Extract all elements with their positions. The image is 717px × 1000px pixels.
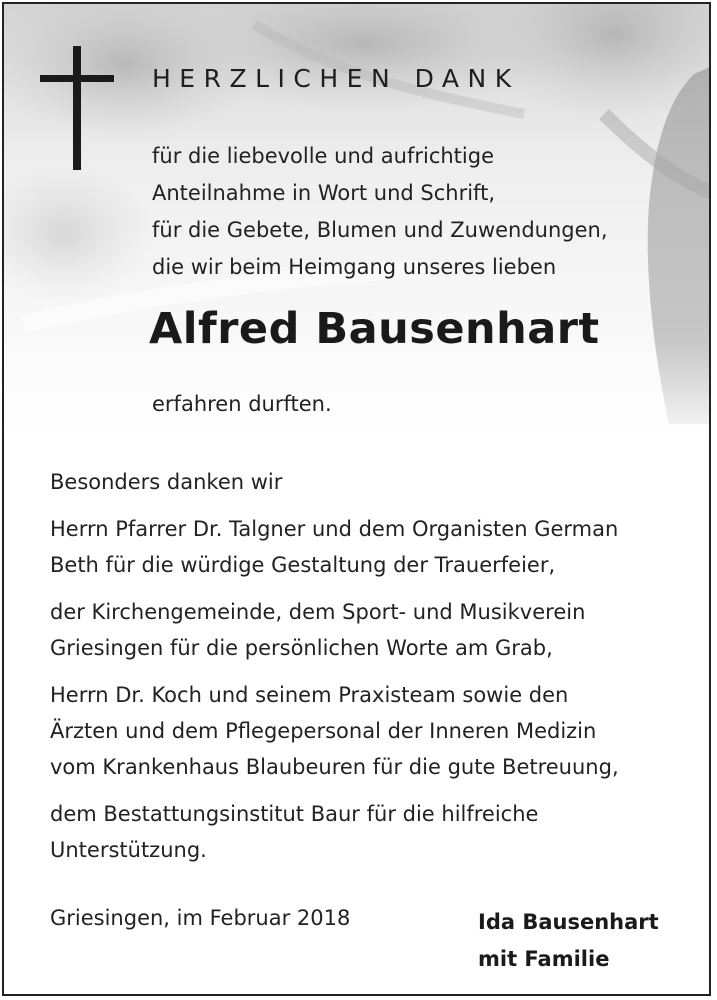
thanks-paragraph-medical <box>50 677 619 785</box>
text-line: Beth für die würdige Gestaltung der Trauerfeier, <box>50 553 556 577</box>
text-line: Ärzten und dem Pflegepersonal der Inneren Medizin <box>50 719 597 743</box>
thanks-paragraph-community <box>50 594 619 666</box>
signature <box>478 904 659 978</box>
text-line: dem Bestattungsinstitut Baur für die hilfreiche <box>50 802 539 826</box>
deceased-name: Alfred Bausenhart <box>149 304 600 354</box>
text-line: der Kirchengemeinde, dem Sport- und Musikverein <box>50 600 586 624</box>
obituary-notice <box>2 2 711 996</box>
latin-cross-icon <box>40 46 114 170</box>
text-line: Herrn Pfarrer Dr. Talgner und dem Organisten German <box>50 517 619 541</box>
text-line: Unterstützung. <box>50 838 207 862</box>
place-date: Griesingen, im Februar 2018 <box>50 906 351 930</box>
signature-name: Ida Bausenhart <box>478 910 659 934</box>
intro-line: Anteilnahme in Wort und Schrift, <box>152 181 495 205</box>
heading-title: HERZLICHEN DANK <box>152 64 520 93</box>
thanks-paragraph-funeral-home <box>50 796 619 868</box>
after-name-text: erfahren durften. <box>152 392 332 416</box>
thanks-lead: Besonders danken wir <box>50 470 283 494</box>
intro-line: für die liebevolle und aufrichtige <box>152 144 494 168</box>
text-line: Herrn Dr. Koch und seinem Praxisteam sowie den <box>50 683 569 707</box>
intro-line: die wir beim Heimgang unseres lieben <box>152 255 557 279</box>
text-line: Griesingen für die persönlichen Worte am Grab, <box>50 636 553 660</box>
signature-family: mit Familie <box>478 947 610 971</box>
text-line: vom Krankenhaus Blaubeuren für die gute Betreuung, <box>50 755 619 779</box>
intro-line: für die Gebete, Blumen und Zuwendungen, <box>152 218 608 242</box>
intro-text <box>152 138 608 286</box>
thanks-section <box>50 464 619 879</box>
thanks-paragraph-clergy <box>50 511 619 583</box>
